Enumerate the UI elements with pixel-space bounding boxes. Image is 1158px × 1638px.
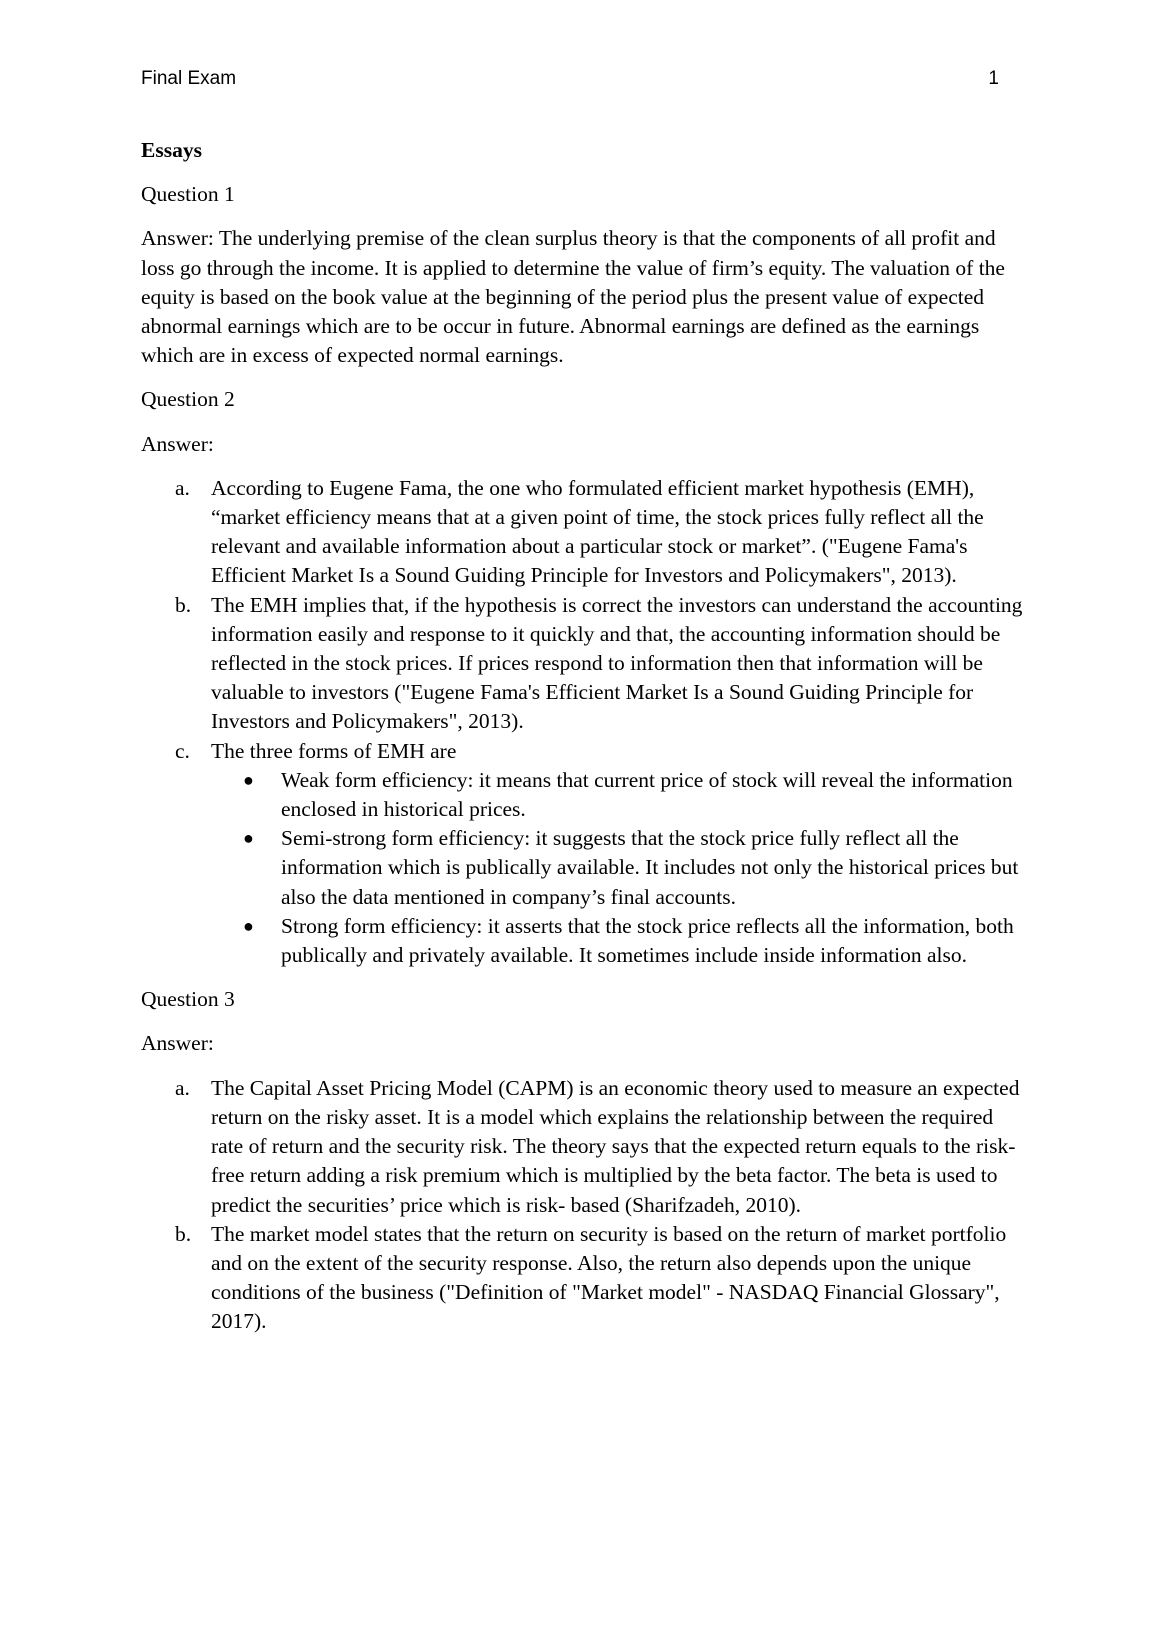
bullet-icon: ● bbox=[243, 769, 254, 790]
list-marker: b. bbox=[175, 1221, 192, 1246]
bullet-text: Weak form efficiency: it means that current price of stock will reveal the information enclosed in historical prices. bbox=[281, 767, 1013, 822]
question-3-answer-label: Answer: bbox=[141, 1031, 214, 1056]
list-item bbox=[175, 1220, 1026, 1337]
question-2-list bbox=[141, 474, 1026, 970]
section-heading: Essays bbox=[141, 138, 202, 162]
question-3-list bbox=[141, 1074, 1026, 1337]
question-2-label: Question 2 bbox=[141, 387, 235, 412]
list-marker: b. bbox=[175, 592, 192, 617]
list-item bbox=[175, 737, 1026, 971]
list-item bbox=[175, 1074, 1026, 1220]
question-1-label: Question 1 bbox=[141, 182, 235, 207]
bullet-item bbox=[243, 912, 1026, 970]
list-item-text: The market model states that the return on security is based on the return of market portfolio and on the extent of the security response. Also, the return also depends upon the unique conditions of the business ("Definition of "Market model" - NASDAQ Financial Glossary", 2017). bbox=[211, 1221, 1007, 1334]
question-1-answer: Answer: The underlying premise of the clean surplus theory is that the components of all profit and loss go through the income. It is applied to determine the value of firm’s equity. The valuation of the equity is based on the book value at the beginning of the period plus the present value of expected abnormal earnings which are to be occur in future. Abnormal earnings are defined as the earnings which are in excess of expected normal earnings. bbox=[141, 226, 1005, 368]
bullet-item bbox=[243, 824, 1026, 912]
list-item-text: The three forms of EMH are bbox=[211, 738, 457, 763]
list-item-text: The EMH implies that, if the hypothesis is correct the investors can understand the accounting information easily and response to it quickly and that, the accounting information should be reflected in the stock prices. If prices respond to information then that information will be valuable to investors ("Eugene Fama's Efficient Market Is a Sound Guiding Principle for Investors and Policymakers", 2013). bbox=[211, 592, 1023, 734]
list-marker: a. bbox=[175, 1075, 190, 1100]
header-title: Final Exam bbox=[141, 68, 237, 89]
question-3-label: Question 3 bbox=[141, 987, 235, 1012]
bullet-text: Semi-strong form efficiency: it suggests that the stock price fully reflect all the information which is publically available. It includes not only the historical prices but also the data mentioned in company’s final accounts. bbox=[281, 826, 1019, 909]
bullet-icon: ● bbox=[243, 828, 254, 849]
emh-forms-list bbox=[211, 766, 1026, 970]
bullet-text: Strong form efficiency: it asserts that the stock price reflects all the information, both publically and privately available. It sometimes include inside information also. bbox=[281, 913, 1014, 968]
list-item bbox=[175, 591, 1026, 737]
list-item bbox=[175, 474, 1026, 591]
page-number: 1 bbox=[988, 68, 999, 89]
list-item-text: The Capital Asset Pricing Model (CAPM) is an economic theory used to measure an expected return on the risky asset. It is a model which explains the relationship between the required rate of return and the security risk. The theory says that the expected return equals to the risk-free return adding a risk premium which is multiplied by the beta factor. The beta is used to predict the securities’ price which is risk- based (Sharifzadeh, 2010). bbox=[211, 1075, 1020, 1217]
list-item-text: According to Eugene Fama, the one who formulated efficient market hypothesis (EMH), “market efficiency means that at a given point of time, the stock prices fully reflect all the relevant and available information about a particular stock or market”. ("Eugene Fama's Efficient Market Is a Sound Guiding Principle for Investors and Policymakers", 2013). bbox=[211, 475, 984, 588]
document-body bbox=[141, 136, 1026, 1352]
question-2-answer-label: Answer: bbox=[141, 431, 214, 456]
list-marker: a. bbox=[175, 475, 190, 500]
bullet-item bbox=[243, 766, 1026, 824]
list-marker: c. bbox=[175, 738, 190, 763]
bullet-icon: ● bbox=[243, 915, 254, 936]
page-header bbox=[141, 68, 999, 96]
